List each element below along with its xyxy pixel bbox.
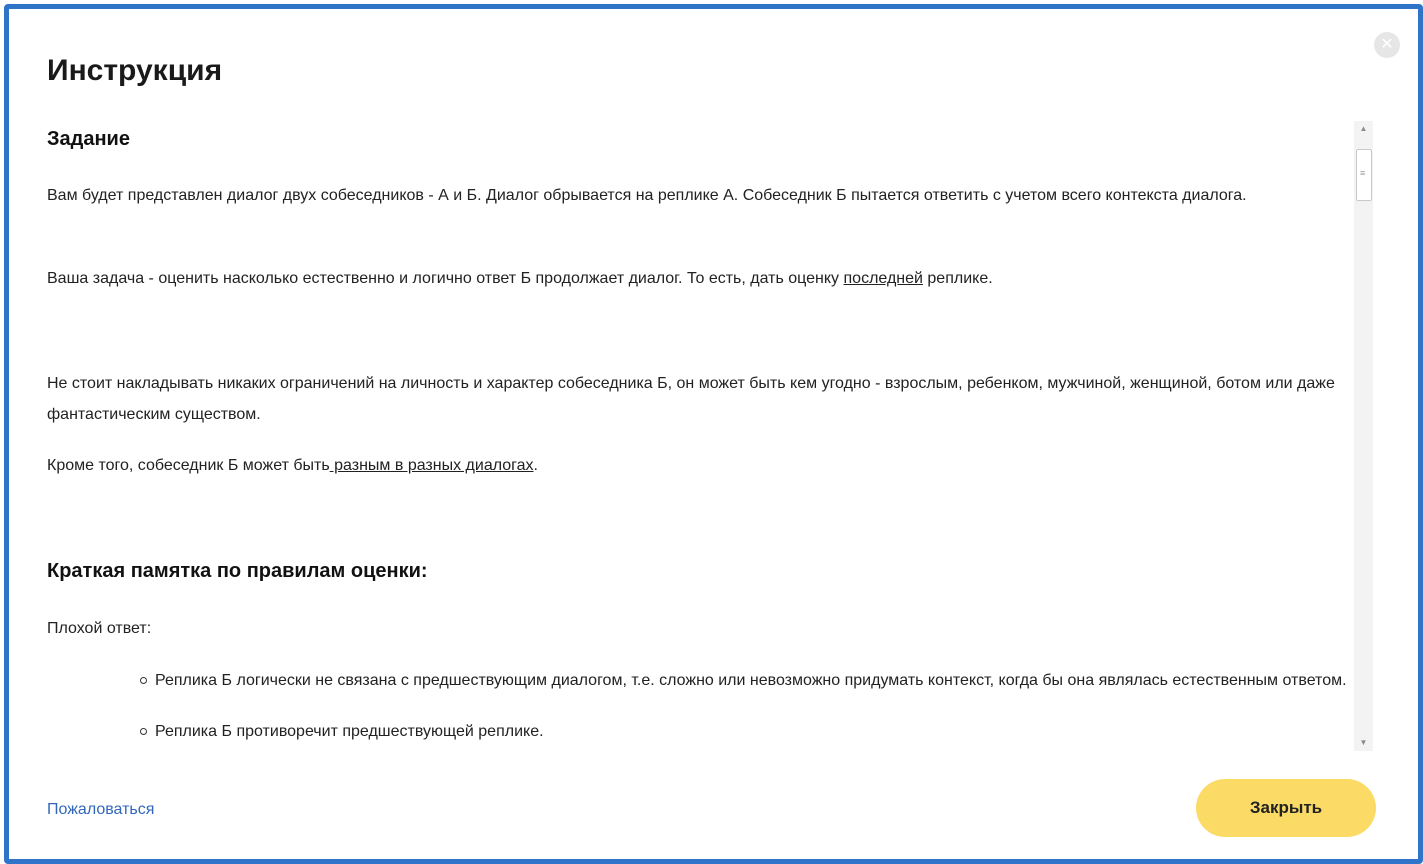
- bad-answer-list: [47, 665, 1351, 747]
- last-reply-emphasis: последней: [843, 270, 923, 287]
- task-heading: Задание: [47, 128, 130, 150]
- scroll-down-arrow-icon[interactable]: ▼: [1359, 738, 1368, 747]
- circle-bullet-icon: [140, 728, 147, 735]
- paragraph-task: [47, 263, 1351, 294]
- list-item-text: Реплика Б противоречит предшествующей реплике.: [155, 723, 544, 740]
- grip-icon: ≡: [1360, 168, 1366, 178]
- scroll-thumb[interactable]: [1356, 149, 1372, 201]
- list-item: [47, 665, 1351, 696]
- paragraph-different: [47, 450, 1351, 481]
- different-dialogs-emphasis: разным в разных диалогах: [329, 457, 534, 474]
- close-icon[interactable]: ✕: [1374, 32, 1400, 58]
- paragraph-personality: Не стоит накладывать никаких ограничений на личность и характер собеседника Б, он может быть кем угодно - взрослым, ребенком, мужчиной, женщиной, ботом или даже фантастическим существом.: [47, 375, 1335, 423]
- paragraph-task-tail: реплике.: [922, 270, 993, 287]
- paragraph-intro: Вам будет представлен диалог двух собеседников - А и Б. Диалог обрывается на реплике А. Собеседник Б пытается ответить с учетом всего контекста диалога.: [47, 187, 1247, 204]
- paragraph-different-text: Кроме того, собеседник Б может быть: [47, 457, 330, 474]
- instruction-dialog: [4, 4, 1423, 864]
- bad-answer-label: Плохой ответ:: [47, 620, 152, 637]
- dialog-title: Инструкция: [47, 54, 223, 87]
- complain-link[interactable]: Пожаловаться: [47, 801, 155, 818]
- scroll-up-arrow-icon[interactable]: ▲: [1359, 124, 1368, 133]
- instruction-content[interactable]: [47, 117, 1351, 751]
- paragraph-task-text: Ваша задача - оценить насколько естественно и логично ответ Б продолжает диалог. То есть, дать оценку: [47, 270, 844, 287]
- memo-heading: Краткая памятка по правилам оценки:: [47, 560, 428, 582]
- content-scrollbar[interactable]: [1354, 121, 1373, 751]
- list-item: [47, 716, 1351, 747]
- circle-bullet-icon: [140, 677, 147, 684]
- paragraph-different-tail: .: [533, 457, 538, 474]
- close-button[interactable]: Закрыть: [1196, 779, 1376, 837]
- list-item-text: Реплика Б логически не связана с предшествующим диалогом, т.е. сложно или невозможно придумать контекст, когда бы она являлась естественным ответом.: [155, 672, 1347, 689]
